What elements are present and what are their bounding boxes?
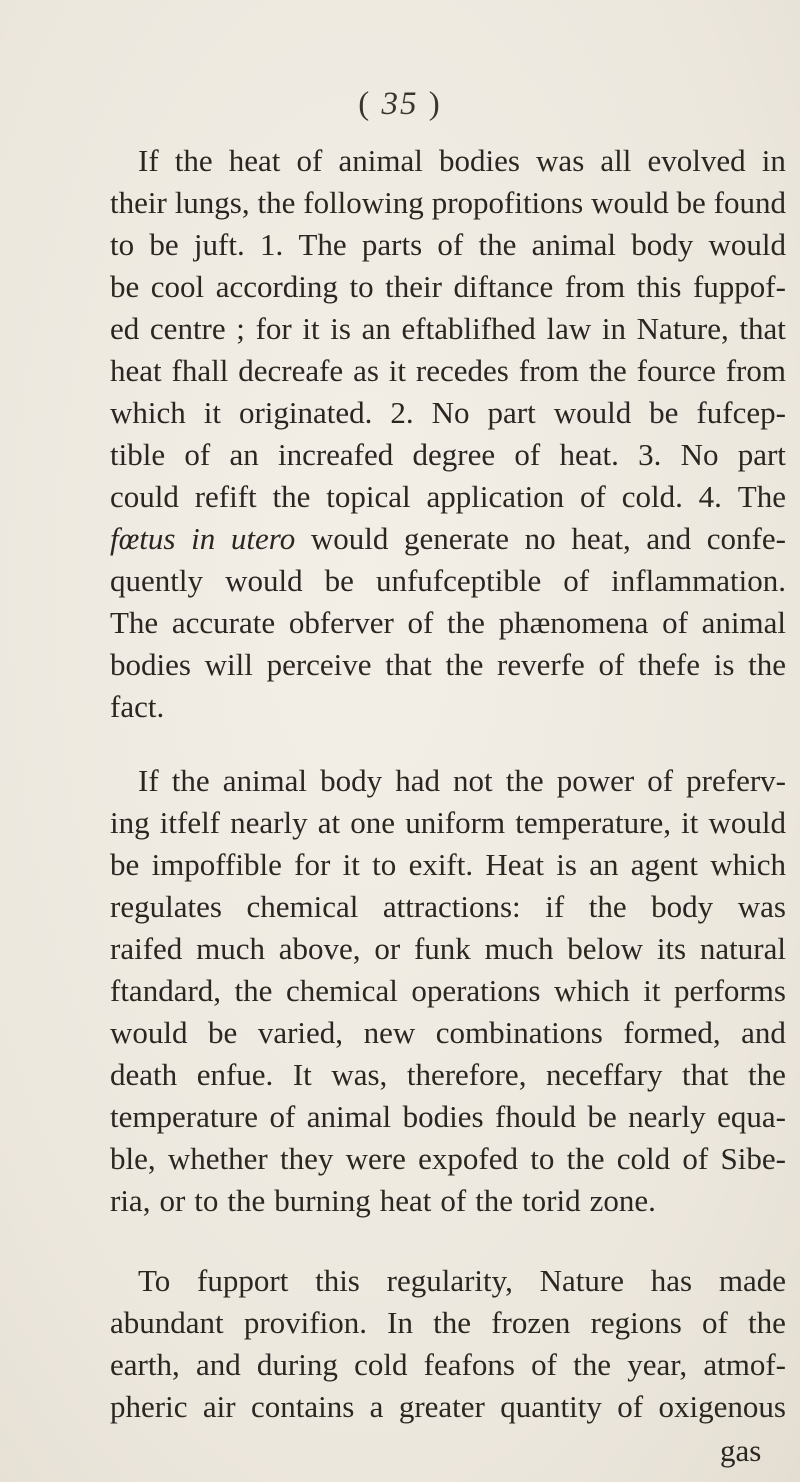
word: increafed — [277, 437, 394, 472]
word: propofitions — [431, 185, 584, 220]
word: they — [280, 1141, 334, 1176]
word: from — [518, 353, 580, 388]
word: the — [748, 647, 786, 682]
word: centre — [149, 311, 226, 346]
paragraph-line — [110, 266, 786, 308]
page-number-open-paren: ( — [358, 86, 372, 122]
word: Nature — [539, 1263, 624, 1298]
word: fact. — [110, 689, 165, 724]
word: fhould — [495, 1099, 576, 1134]
word: part — [487, 395, 536, 430]
word: is — [556, 847, 577, 882]
word: chemical — [246, 889, 359, 924]
word: be — [324, 563, 354, 598]
word: torid — [522, 1183, 581, 1218]
word: from — [564, 269, 626, 304]
word: be — [587, 1099, 617, 1134]
word: body — [651, 889, 714, 924]
word: year, — [627, 1347, 688, 1382]
word: temperature — [110, 1099, 259, 1134]
word: would — [553, 395, 632, 430]
word: in — [191, 521, 216, 556]
word: at — [317, 805, 341, 840]
paragraph-line — [110, 1260, 786, 1302]
word: performs — [674, 973, 786, 1008]
word: utero — [230, 521, 296, 556]
word: nearly — [628, 1099, 706, 1134]
word: this — [636, 269, 682, 304]
word: whether — [167, 1141, 268, 1176]
word: temperature, — [515, 805, 671, 840]
word: could — [110, 479, 179, 514]
word: be — [110, 847, 140, 882]
word: were — [345, 1141, 406, 1176]
word: or — [159, 1183, 186, 1218]
word: or — [374, 931, 401, 966]
word: would — [225, 563, 303, 598]
paragraph-line — [110, 1054, 786, 1096]
word: contains — [250, 1389, 355, 1424]
word: the — [227, 1183, 266, 1218]
word: Heat — [485, 847, 544, 882]
paragraph-line — [110, 644, 786, 686]
paragraph-line — [110, 970, 786, 1012]
paragraph-3 — [110, 1260, 786, 1428]
word: fuppof- — [692, 269, 786, 304]
word: decreafe — [238, 353, 344, 388]
word: formed, — [623, 1015, 721, 1050]
word: heat — [228, 143, 281, 178]
word: an — [361, 311, 391, 346]
word: and — [646, 521, 692, 556]
word: 1. — [259, 227, 284, 262]
word: of — [702, 1305, 728, 1340]
word: to — [349, 269, 374, 304]
word: be — [649, 395, 679, 430]
word: cool — [150, 269, 205, 304]
word: diftance — [453, 269, 554, 304]
word: which — [110, 395, 186, 430]
word: the — [447, 605, 485, 640]
word: the — [475, 1183, 514, 1218]
word: the — [257, 185, 296, 220]
word: from — [725, 353, 786, 388]
word: lungs, — [174, 185, 250, 220]
page-number-value: 35 — [381, 86, 419, 122]
paragraph-line — [110, 350, 786, 392]
word: bodies — [110, 647, 191, 682]
word: of — [617, 1389, 644, 1424]
word: that — [739, 311, 786, 346]
word: tible — [110, 437, 166, 472]
word: oxigenous — [658, 1389, 786, 1424]
word: be — [208, 1015, 238, 1050]
word: of — [296, 143, 323, 178]
word: greater — [398, 1389, 485, 1424]
word: feafons — [423, 1347, 515, 1382]
word: varied, — [257, 1015, 344, 1050]
word: to — [530, 1141, 555, 1176]
word: one — [350, 805, 396, 840]
word: It — [292, 1057, 312, 1092]
word: therefore, — [406, 1057, 527, 1092]
paragraph-line — [110, 602, 786, 644]
word: much — [484, 931, 554, 966]
word: found — [713, 185, 786, 220]
paragraph-2 — [110, 760, 786, 1222]
word: in — [761, 143, 786, 178]
word: accurate — [171, 605, 276, 640]
word: expofed — [418, 1141, 518, 1176]
word: cold — [354, 1347, 408, 1382]
word: following — [303, 185, 424, 220]
word: quently — [110, 563, 203, 598]
word: nearly — [230, 805, 308, 840]
word: that — [682, 1057, 729, 1092]
word: for — [294, 847, 331, 882]
word: the — [748, 1305, 786, 1340]
word: evolved — [647, 143, 746, 178]
word: operations — [411, 973, 541, 1008]
word: as — [353, 353, 379, 388]
word: ble, — [110, 1141, 156, 1176]
word: chemical — [285, 973, 398, 1008]
word: confe- — [706, 521, 786, 556]
word: to — [372, 847, 397, 882]
word: equa- — [717, 1099, 786, 1134]
word: of — [440, 1183, 467, 1218]
word: ria, — [110, 1183, 151, 1218]
word: the — [748, 1057, 786, 1092]
word: natural — [699, 931, 786, 966]
word: inflammation. — [611, 563, 786, 598]
word: generate — [404, 521, 509, 556]
word: be — [149, 227, 179, 262]
word: cold. — [621, 479, 683, 514]
paragraph-line — [110, 140, 786, 182]
word: that — [385, 647, 432, 682]
paragraph-line — [110, 760, 786, 802]
paragraph-line — [110, 224, 786, 266]
word: 3. — [638, 437, 662, 472]
word: it — [203, 395, 221, 430]
word: it — [342, 847, 360, 882]
paragraph-line — [110, 802, 786, 844]
paragraph-line — [110, 476, 786, 518]
word: The — [298, 227, 347, 262]
paragraph-line — [110, 392, 786, 434]
word: ; — [236, 311, 245, 346]
word: neceffary — [546, 1057, 663, 1092]
word: above, — [278, 931, 361, 966]
word: new — [363, 1015, 416, 1050]
word: combinations — [435, 1015, 603, 1050]
paragraph-line — [110, 844, 786, 886]
word: of — [531, 1347, 557, 1382]
word: the — [588, 889, 627, 924]
word: heat — [379, 1183, 432, 1218]
word: of — [598, 647, 625, 682]
paragraph-line — [110, 434, 786, 476]
word: its — [656, 931, 687, 966]
word: juft. — [193, 227, 245, 262]
word: would — [310, 521, 389, 556]
word: The — [737, 479, 786, 514]
word: bodies — [402, 1099, 484, 1134]
word: pheric — [110, 1389, 188, 1424]
word: In — [387, 1305, 413, 1340]
word: fource — [636, 353, 716, 388]
word: it — [302, 311, 320, 346]
word: was — [737, 889, 786, 924]
word: which — [710, 847, 786, 882]
word: no — [524, 521, 556, 556]
word: ed — [110, 311, 140, 346]
paragraph-line-italic-lead — [110, 518, 786, 560]
word: would — [591, 185, 669, 220]
word: No — [680, 437, 719, 472]
word: part — [737, 437, 786, 472]
paragraph-line — [110, 1344, 786, 1386]
word: frozen — [491, 1305, 571, 1340]
word: the — [588, 353, 627, 388]
word: heat — [110, 353, 162, 388]
word: 4. — [698, 479, 722, 514]
word: of — [514, 437, 541, 472]
word: would — [708, 805, 786, 840]
word: eftablifhed — [401, 311, 536, 346]
word: the — [234, 973, 273, 1008]
word: air — [202, 1389, 236, 1424]
word: to — [110, 227, 135, 262]
paragraph-line — [110, 1180, 786, 1222]
word: regions — [590, 1305, 682, 1340]
word: the — [566, 1141, 605, 1176]
word: an — [589, 847, 619, 882]
word: attractions: — [382, 889, 521, 924]
word: Nature, — [636, 311, 729, 346]
word: If — [138, 143, 159, 178]
word: would — [708, 227, 786, 262]
word: of — [662, 605, 688, 640]
word: according — [215, 269, 338, 304]
word: be — [110, 269, 140, 304]
word: fhall — [171, 353, 229, 388]
word: not — [453, 763, 493, 798]
word: power — [556, 763, 635, 798]
word: To — [138, 1263, 171, 1298]
word: the — [505, 763, 544, 798]
word: abundant — [110, 1305, 224, 1340]
word: of — [437, 227, 464, 262]
word: the — [174, 143, 213, 178]
word: cold — [616, 1141, 671, 1176]
paragraph-line — [110, 182, 786, 224]
paragraph-line — [110, 928, 786, 970]
word: heat. — [559, 437, 619, 472]
word: for — [255, 311, 292, 346]
word: below — [567, 931, 644, 966]
paragraph-line — [110, 1012, 786, 1054]
word: the — [272, 479, 311, 514]
word: reverfe — [497, 647, 585, 682]
word: in — [601, 311, 627, 346]
word: to — [194, 1183, 219, 1218]
word: ing — [110, 805, 150, 840]
word: of — [269, 1099, 296, 1134]
word: all — [600, 143, 632, 178]
word: which — [554, 973, 630, 1008]
word: The — [110, 605, 159, 640]
paragraph-line — [110, 886, 786, 928]
paragraph-line — [110, 560, 786, 602]
word: will — [204, 647, 253, 682]
word: animal — [306, 1099, 392, 1134]
word: itfelf — [159, 805, 221, 840]
word: funk — [413, 931, 471, 966]
word: made — [718, 1263, 786, 1298]
word: uniform — [405, 805, 506, 840]
word: refift — [194, 479, 257, 514]
word: preferv- — [686, 763, 786, 798]
word: much — [196, 931, 265, 966]
paragraph-line — [110, 1386, 786, 1428]
word: application — [426, 479, 565, 514]
word: of — [682, 1141, 709, 1176]
word: an — [229, 437, 259, 472]
word: law — [546, 311, 592, 346]
word: quantity — [500, 1389, 602, 1424]
word: is — [330, 311, 351, 346]
word: regulates — [110, 889, 222, 924]
word: degree — [412, 437, 496, 472]
word: impoffible — [151, 847, 282, 882]
word: fœtus — [110, 521, 176, 556]
word: obferver — [288, 605, 394, 640]
word: is — [713, 647, 735, 682]
word: was, — [331, 1057, 388, 1092]
word: agent — [630, 847, 698, 882]
word: burning — [274, 1183, 371, 1218]
word: zone. — [589, 1183, 656, 1218]
page-number — [0, 86, 800, 123]
word: enfue. — [196, 1057, 274, 1092]
paragraph-1 — [110, 140, 786, 728]
word: animal — [222, 763, 308, 798]
word: their — [385, 269, 442, 304]
word: No — [431, 395, 470, 430]
word: unfufceptible — [375, 563, 542, 598]
word: body — [631, 227, 694, 262]
word: regularity, — [386, 1263, 513, 1298]
word: raifed — [110, 931, 183, 966]
word: and — [195, 1347, 241, 1382]
word: of — [563, 563, 590, 598]
word: provifion. — [243, 1305, 367, 1340]
word: during — [256, 1347, 338, 1382]
paragraph-line — [110, 1096, 786, 1138]
word: bodies — [438, 143, 520, 178]
word: was — [536, 143, 585, 178]
catchword: gas — [720, 1433, 762, 1468]
word: would — [110, 1015, 188, 1050]
word: phænomena — [498, 605, 649, 640]
word: fupport — [197, 1263, 289, 1298]
word: body — [320, 763, 383, 798]
word: their — [110, 185, 167, 220]
word: animal — [701, 605, 786, 640]
word: it — [681, 805, 699, 840]
word: perceive — [266, 647, 372, 682]
word: this — [315, 1263, 360, 1298]
word: Sibe- — [720, 1141, 786, 1176]
word: of — [647, 763, 674, 798]
word: earth, — [110, 1347, 180, 1382]
paragraph-line — [110, 1138, 786, 1180]
word: If — [138, 763, 159, 798]
word: of — [184, 437, 211, 472]
word: heat, — [571, 521, 631, 556]
word: the — [445, 647, 484, 682]
word: ftandard, — [110, 973, 222, 1008]
word: animal — [338, 143, 423, 178]
word: topical — [326, 479, 411, 514]
word: a — [369, 1389, 384, 1424]
word: atmof- — [703, 1347, 786, 1382]
word: be — [676, 185, 706, 220]
word: recedes — [415, 353, 509, 388]
word: of — [407, 605, 434, 640]
word: the — [478, 227, 517, 262]
word: animal — [531, 227, 616, 262]
word: parts — [361, 227, 423, 262]
word: it — [643, 973, 661, 1008]
word: thefe — [638, 647, 700, 682]
word: death — [110, 1057, 178, 1092]
word: originated. — [238, 395, 373, 430]
paragraph-line — [110, 1302, 786, 1344]
word: exift. — [408, 847, 474, 882]
paragraph-line — [110, 308, 786, 350]
paragraph-line — [110, 686, 786, 728]
page-number-close-paren: ) — [428, 86, 442, 122]
word: 2. — [390, 395, 414, 430]
word: has — [650, 1263, 693, 1298]
word: if — [545, 889, 565, 924]
word: the — [433, 1305, 472, 1340]
word: and — [741, 1015, 786, 1050]
word: of — [580, 479, 606, 514]
word: it — [388, 353, 407, 388]
word: the — [171, 763, 210, 798]
word: fufcep- — [696, 395, 786, 430]
word: the — [573, 1347, 612, 1382]
word: had — [395, 763, 440, 798]
